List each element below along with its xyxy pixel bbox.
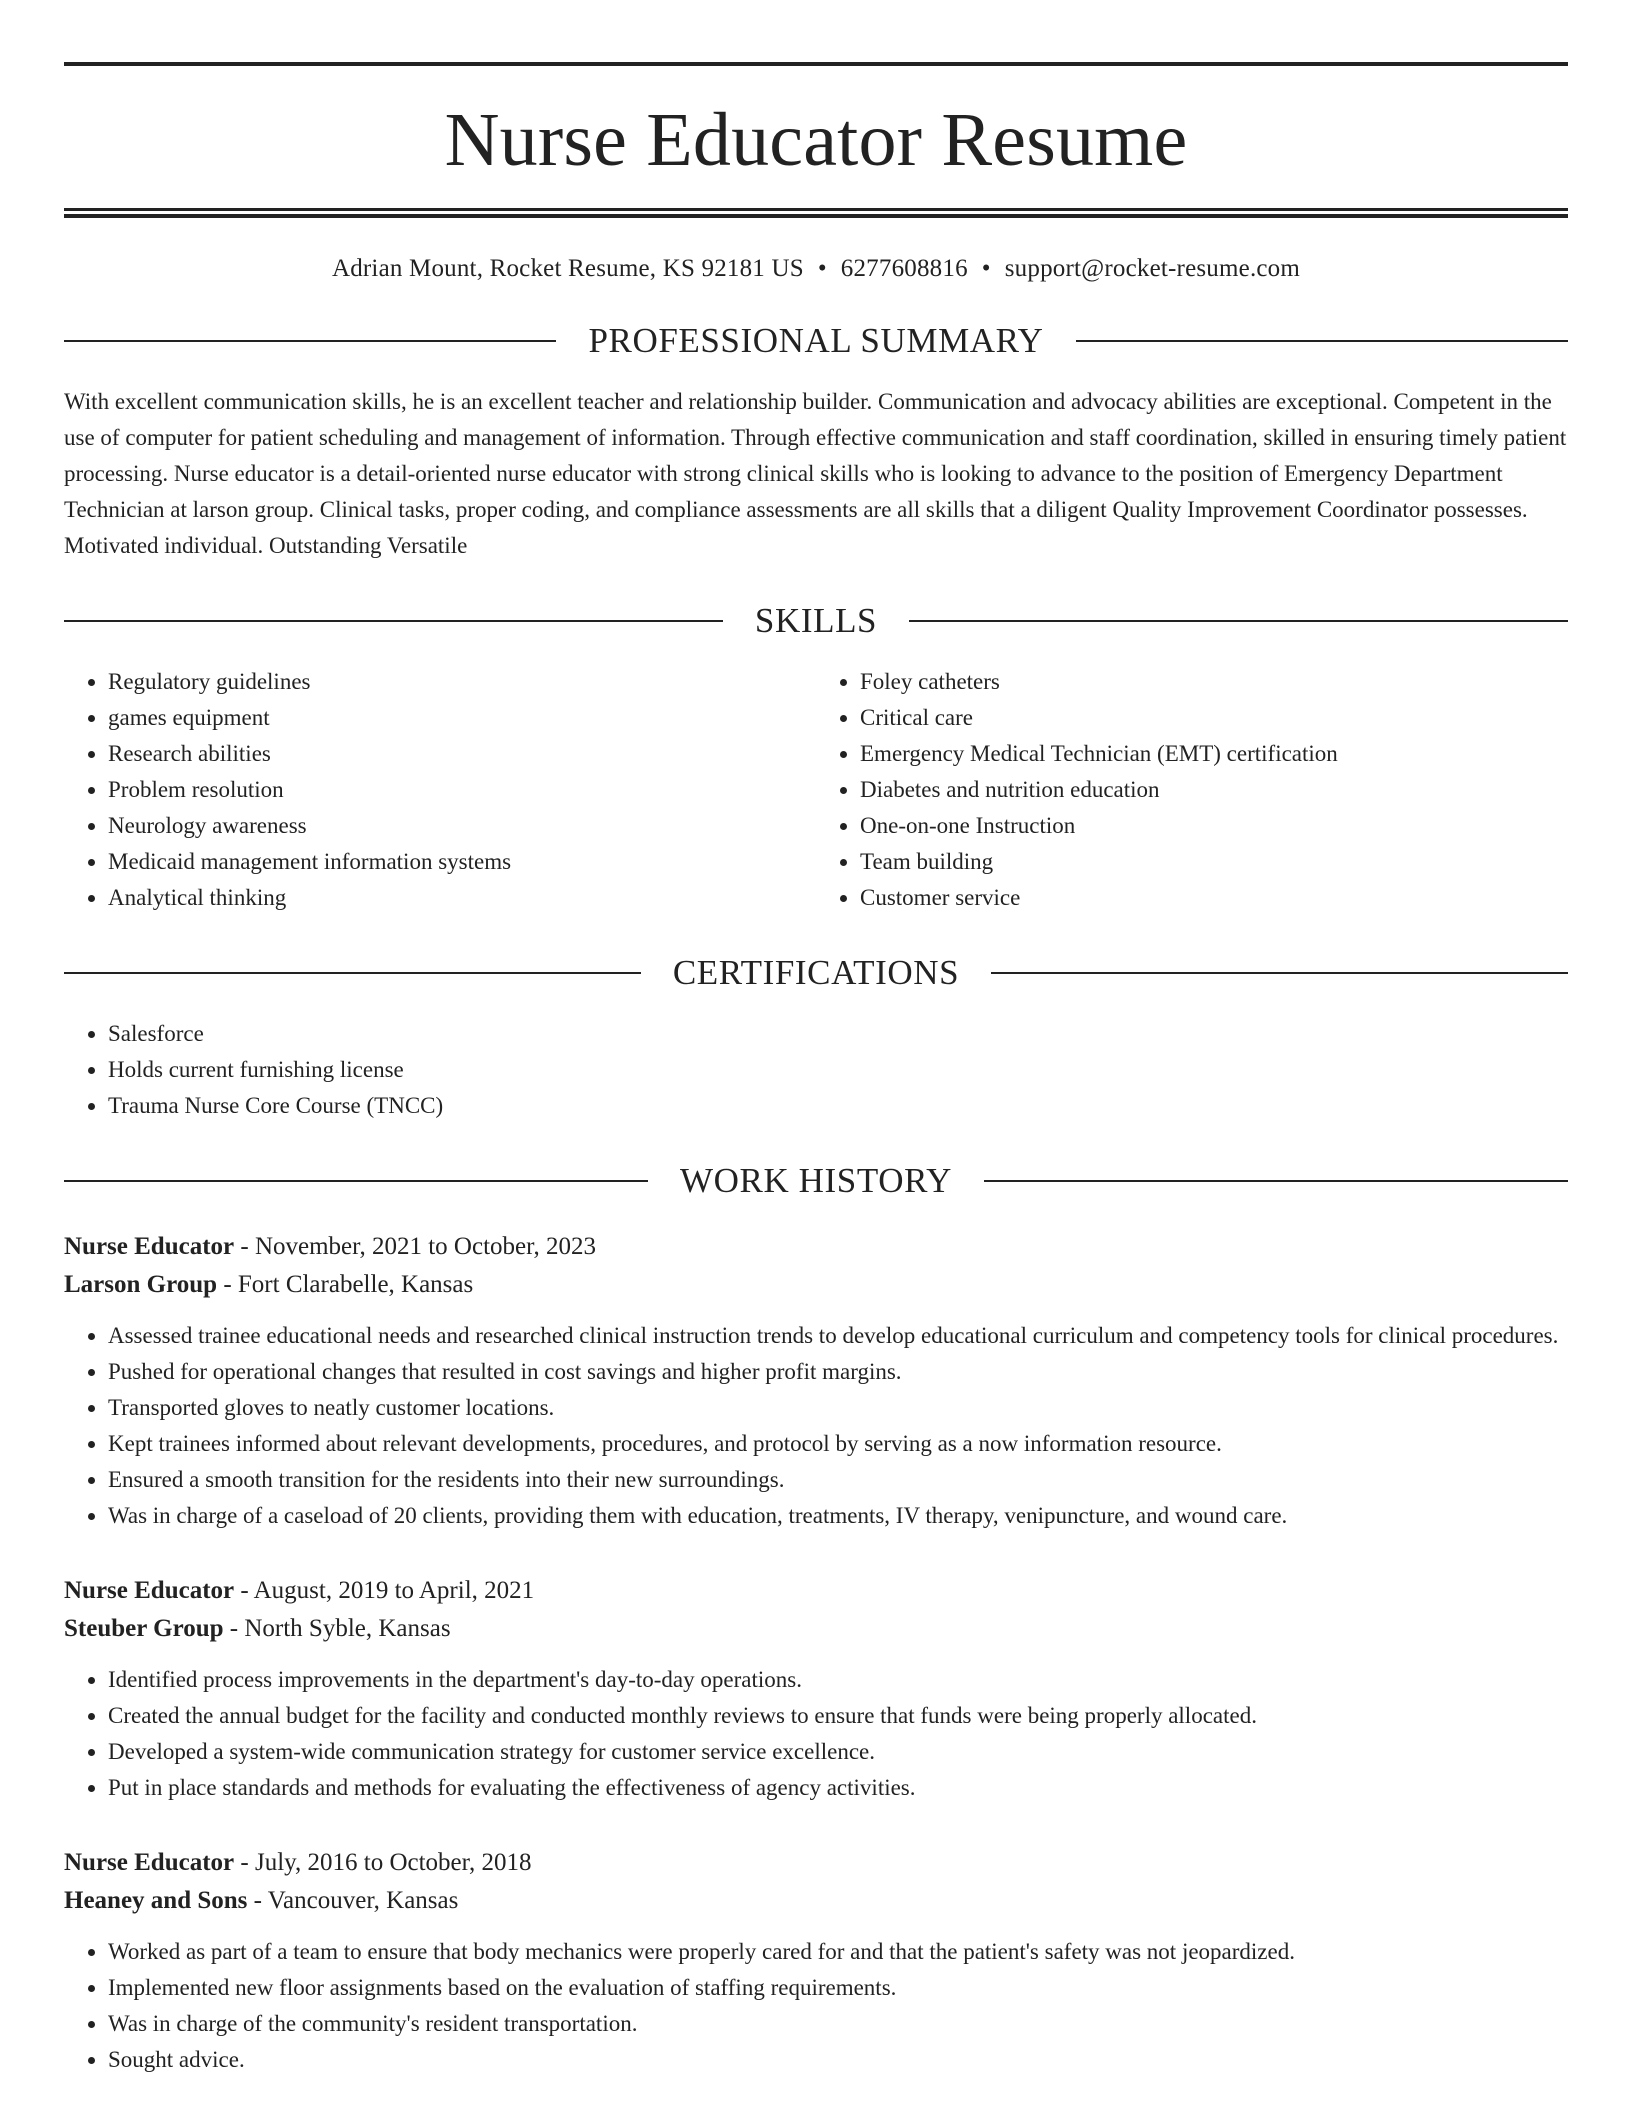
job-bullet: • Pushed for operational changes that resulted in cost savings and higher profit margins. — [108, 1354, 1568, 1390]
job-location: - Fort Clarabelle, Kansas — [217, 1271, 474, 1298]
heading-rule — [64, 972, 641, 974]
skill-item: • Analytical thinking — [108, 880, 816, 916]
certifications-list — [64, 1016, 1568, 1124]
job-bullet: • Developed a system-wide communication strategy for customer service excellence. — [108, 1734, 1568, 1770]
job-bullets — [64, 1662, 1568, 1806]
skill-item: • Diabetes and nutrition education — [860, 772, 1568, 808]
job-title: Nurse Educator — [64, 1577, 235, 1604]
job-title: Nurse Educator — [64, 1849, 235, 1876]
top-rule — [64, 62, 1568, 66]
contact-separator: • — [817, 255, 827, 282]
skills-list — [64, 664, 1568, 916]
contact-line — [64, 254, 1568, 284]
job-title: Nurse Educator — [64, 1233, 235, 1260]
job-entry — [64, 1572, 1568, 1806]
heading-rule — [64, 340, 556, 342]
section-heading-work-history — [64, 1160, 1568, 1202]
skills-column-right — [816, 664, 1568, 916]
job-entry — [64, 1844, 1568, 2078]
job-bullet: • Ensured a smooth transition for the residents into their new surroundings. — [108, 1462, 1568, 1498]
skill-item: • Team building — [860, 844, 1568, 880]
skill-item: • One-on-one Instruction — [860, 808, 1568, 844]
page-title: Nurse Educator Resume — [444, 98, 1188, 182]
heading-rule — [984, 1180, 1568, 1182]
section-heading-certifications — [64, 952, 1568, 994]
heading-rule — [1076, 340, 1568, 342]
job-bullet: • Transported gloves to neatly customer locations. — [108, 1390, 1568, 1426]
job-bullet: • Was in charge of the community's resident transportation. — [108, 2006, 1568, 2042]
contact-phone: 6277608816 — [840, 255, 968, 282]
job-location: - North Syble, Kansas — [223, 1615, 451, 1642]
job-company-line — [64, 1610, 1568, 1648]
section-heading-summary — [64, 320, 1568, 362]
section-heading-skills — [64, 600, 1568, 642]
job-dates: - August, 2019 to April, 2021 — [234, 1577, 535, 1604]
heading-rule — [909, 620, 1568, 622]
contact-email: support@rocket-resume.com — [1004, 255, 1301, 282]
job-bullet: • Created the annual budget for the facility and conducted monthly reviews to ensure that funds were being properly allocated. — [108, 1698, 1568, 1734]
job-title-line — [64, 1844, 1568, 1882]
skill-item: • games equipment — [108, 700, 816, 736]
job-company: Larson Group — [64, 1271, 218, 1298]
job-bullet: • Kept trainees informed about relevant developments, procedures, and protocol by serving as a now information resource. — [108, 1426, 1568, 1462]
job-company-line — [64, 1882, 1568, 1920]
job-title-line — [64, 1572, 1568, 1610]
heading-rule — [64, 620, 723, 622]
job-bullet: • Implemented new floor assignments based on the evaluation of staffing requirements. — [108, 1970, 1568, 2006]
job-bullets — [64, 1934, 1568, 2078]
title-double-rule — [64, 208, 1568, 218]
job-company-line — [64, 1266, 1568, 1304]
certification-item: • Trauma Nurse Core Course (TNCC) — [108, 1088, 1568, 1124]
certification-item: • Salesforce — [108, 1016, 1568, 1052]
job-entry — [64, 1228, 1568, 1534]
job-dates: - November, 2021 to October, 2023 — [234, 1233, 596, 1260]
job-location: - Vancouver, Kansas — [247, 1887, 459, 1914]
skills-heading: SKILLS — [754, 601, 878, 640]
work-history-heading: WORK HISTORY — [680, 1161, 952, 1200]
skill-item: • Research abilities — [108, 736, 816, 772]
job-bullet: • Was in charge of a caseload of 20 clients, providing them with education, treatments, IV therapy, venipuncture, and wound care. — [108, 1498, 1568, 1534]
job-company: Steuber Group — [64, 1615, 224, 1642]
job-bullet: • Assessed trainee educational needs and researched clinical instruction trends to develop educational curriculum and competency tools for clinical procedures. — [108, 1318, 1568, 1354]
skill-item: • Foley catheters — [860, 664, 1568, 700]
job-bullets — [64, 1318, 1568, 1534]
skill-item: • Customer service — [860, 880, 1568, 916]
heading-rule — [991, 972, 1568, 974]
skills-column-left — [64, 664, 816, 916]
contact-separator: • — [981, 255, 991, 282]
skill-item: • Emergency Medical Technician (EMT) certification — [860, 736, 1568, 772]
skill-item: • Medicaid management information systems — [108, 844, 816, 880]
job-bullet: • Put in place standards and methods for evaluating the effectiveness of agency activities. — [108, 1770, 1568, 1806]
certification-item: • Holds current furnishing license — [108, 1052, 1568, 1088]
certifications-heading: CERTIFICATIONS — [672, 953, 960, 992]
contact-address: Adrian Mount, Rocket Resume, KS 92181 US — [331, 255, 804, 282]
job-bullet: • Identified process improvements in the department's day-to-day operations. — [108, 1662, 1568, 1698]
summary-heading: PROFESSIONAL SUMMARY — [588, 321, 1044, 360]
skill-item: • Neurology awareness — [108, 808, 816, 844]
heading-rule — [64, 1180, 648, 1182]
job-company: Heaney and Sons — [64, 1887, 248, 1914]
job-dates: - July, 2016 to October, 2018 — [234, 1849, 532, 1876]
job-bullet: • Sought advice. — [108, 2042, 1568, 2078]
skill-item: • Problem resolution — [108, 772, 816, 808]
skill-item: • Regulatory guidelines — [108, 664, 816, 700]
job-bullet: • Worked as part of a team to ensure that body mechanics were properly cared for and that the patient's safety was not jeopardized. — [108, 1934, 1568, 1970]
skill-item: • Critical care — [860, 700, 1568, 736]
job-title-line — [64, 1228, 1568, 1266]
summary-text: With excellent communication skills, he is an excellent teacher and relationship builder. Communication and advocacy abilities are exceptional. Competent in the use of computer for patient scheduling and management of information. Through effective communication and staff coordination, skilled in ensuring timely patient processing. Nurse educator is a detail-oriented nurse educator with strong clinical skills who is looking to advance to the position of Emergency Department Technician at larson group. Clinical tasks, proper coding, and compliance assessments are all skills that a diligent Quality Improvement Coordinator possesses. Motivated individual. Outstanding Versatile — [64, 389, 1567, 558]
